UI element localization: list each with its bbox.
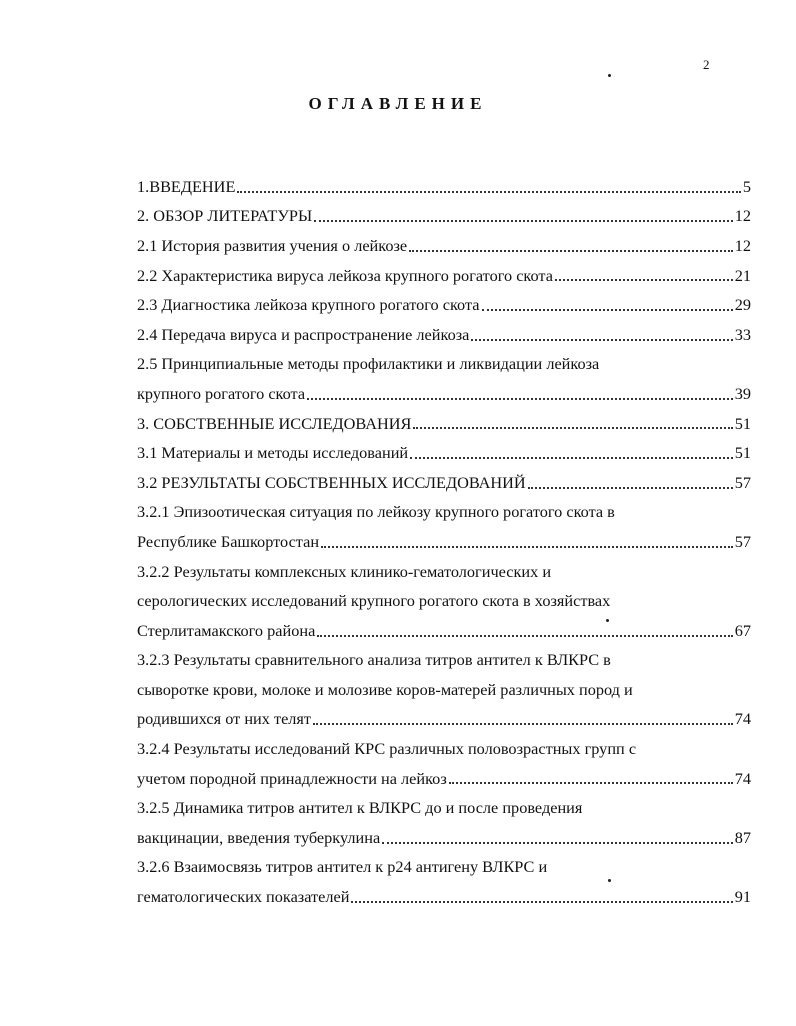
dot-leader: [321, 545, 733, 548]
toc-entry-page: 39: [734, 383, 751, 403]
toc-entry: [137, 557, 751, 587]
toc-entry: [137, 823, 751, 853]
toc-entry-page: 51: [734, 443, 751, 463]
toc-entry-text: крупного рогатого скота: [137, 383, 306, 403]
dot-leader: [413, 426, 732, 429]
toc-entry-text: 2.4 Передача вируса и распространение лейкоза: [137, 324, 470, 344]
toc-entry-page: 29: [734, 295, 751, 315]
toc-entry-text: 3. СОБСТВЕННЫЕ ИССЛЕДОВАНИЯ: [137, 413, 412, 433]
toc-entry-page: 74: [734, 768, 751, 788]
toc-entry-text: Стерлитамакского района: [137, 620, 316, 640]
toc-entry-text: 2.5 Принципиальные методы профилактики и ликвидации лейкоза: [137, 354, 600, 374]
dot-leader: [314, 219, 733, 222]
toc-entry-text: серологических исследований крупного рогатого скота в хозяйствах: [137, 591, 611, 611]
toc-entry-page: 91: [734, 887, 751, 907]
toc-entry: [137, 646, 751, 676]
toc-entry: [137, 498, 751, 528]
toc-entry-page: 21: [734, 265, 751, 285]
toc-entry: [137, 350, 751, 380]
toc-entry-page: 57: [734, 531, 751, 551]
dot-leader: [313, 722, 733, 725]
toc-entry-page: 33: [734, 324, 751, 344]
dot-leader: [307, 397, 733, 400]
toc-entry-text: 2. ОБЗОР ЛИТЕРАТУРЫ: [137, 206, 313, 226]
dot-leader: [382, 841, 733, 844]
toc-entry-text: 3.2.6 Взаимосвязь титров антител к p24 антигену ВЛКРС и: [137, 857, 548, 877]
toc-entry: [137, 172, 751, 202]
toc-entry: [137, 379, 751, 409]
toc-entry: [137, 320, 751, 350]
dot-leader: [555, 278, 733, 281]
toc-entry-text: 2.2 Характеристика вируса лейкоза крупного рогатого скота: [137, 265, 553, 285]
toc-entry: [137, 764, 751, 794]
toc-entry: [137, 853, 751, 883]
dot-leader: [409, 249, 733, 252]
dot-leader: [351, 900, 732, 903]
dot-leader: [471, 338, 732, 341]
toc-entry-page: 12: [734, 206, 751, 226]
toc-entry-text: учетом породной принадлежности на лейкоз: [137, 768, 447, 788]
toc-entry-page: 87: [734, 827, 751, 847]
dot-leader: [237, 190, 740, 193]
toc-entry-page: 74: [734, 709, 751, 729]
dot-leader: [317, 634, 732, 637]
toc-entry: [137, 586, 751, 616]
toc-entry-page: 51: [734, 413, 751, 433]
toc-entry-text: 2.3 Диагностика лейкоза крупного рогатого скота: [137, 295, 480, 315]
dot-leader: [482, 308, 733, 311]
toc-entry-text: родившихся от них телят: [137, 709, 312, 729]
toc-entry: [137, 409, 751, 439]
toc-entry: [137, 675, 751, 705]
toc-entry: [137, 882, 751, 912]
toc-entry: [137, 290, 751, 320]
toc-entry-text: 3.2.1 Эпизоотическая ситуация по лейкозу крупного рогатого скота в: [137, 502, 615, 522]
dot-leader: [528, 486, 733, 489]
toc-entry: [137, 705, 751, 735]
toc-entry-text: 3.2.4 Результаты исследований КРС различных половозрастных групп с: [137, 739, 637, 759]
toc-entry-text: 3.2.5 Динамика титров антител к ВЛКРС до и после проведения: [137, 798, 583, 818]
toc-entry: [137, 616, 751, 646]
toc-entry-text: 2.1 История развития учения о лейкозе: [137, 235, 408, 255]
toc-entry: [137, 527, 751, 557]
toc-entry-page: 5: [742, 176, 751, 196]
table-of-contents: [137, 172, 751, 912]
toc-entry: [137, 734, 751, 764]
toc-entry: [137, 468, 751, 498]
toc-entry-text: 3.1 Материалы и методы исследований: [137, 443, 409, 463]
toc-entry-text: 3.2 РЕЗУЛЬТАТЫ СОБСТВЕННЫХ ИССЛЕДОВАНИЙ: [137, 472, 526, 492]
toc-entry-text: Республике Башкортостан: [137, 531, 320, 551]
toc-entry-text: 1.ВВЕДЕНИЕ: [137, 176, 236, 196]
toc-entry-text: сыворотке крови, молоке и молозиве коров-матерей различных пород и: [137, 679, 633, 699]
toc-entry-page: 57: [734, 472, 751, 492]
scan-speck: [608, 879, 611, 882]
toc-title: ОГЛАВЛЕНИЕ: [308, 94, 488, 113]
toc-entry-page: 67: [734, 620, 751, 640]
toc-entry: [137, 793, 751, 823]
page-number: 2: [703, 57, 710, 72]
toc-entry-text: гематологических показателей: [137, 887, 350, 907]
scan-speck: [608, 74, 611, 77]
toc-entry-text: 3.2.3 Результаты сравнительного анализа титров антител к ВЛКРС в: [137, 650, 611, 670]
toc-entry-text: 3.2.2 Результаты комплексных клинико-гематологических и: [137, 561, 552, 581]
scan-speck: [606, 619, 609, 622]
toc-entry: [137, 231, 751, 261]
toc-entry-text: вакцинации, введения туберкулина: [137, 827, 381, 847]
dot-leader: [449, 781, 733, 784]
dot-leader: [410, 456, 733, 459]
toc-entry-page: 12: [734, 235, 751, 255]
toc-entry: [137, 202, 751, 232]
toc-entry: [137, 261, 751, 291]
toc-entry: [137, 438, 751, 468]
